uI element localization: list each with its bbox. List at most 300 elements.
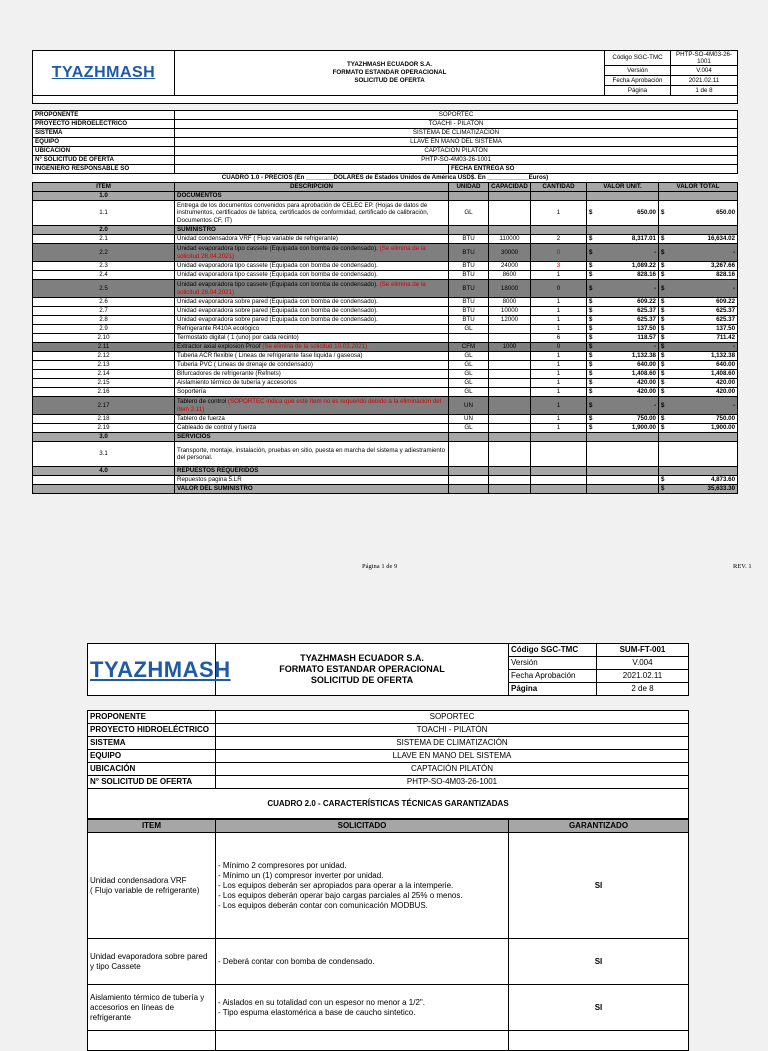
item-number: 2.19 [33,424,175,433]
total-value [659,397,738,415]
item-description [175,244,449,262]
amount: 609.22 [716,298,736,305]
table-row [88,939,689,985]
item-number: 2.7 [33,307,175,316]
unit: UN [449,397,489,415]
capacity: 10000 [489,307,531,316]
unit: BTU [449,280,489,298]
info-value: PHTP-SO-4M03-26-1001 [175,156,738,165]
currency-symbol: $ [661,262,665,269]
unit: BTU [449,244,489,262]
money-cell [661,334,735,342]
item-description [175,352,449,361]
money-cell [589,370,656,378]
item-number: 3.0 [33,433,175,442]
quantity [531,485,587,494]
currency-symbol: $ [661,485,665,492]
page-footer: Página 1 de 9 [362,563,398,570]
quantity: 0 [531,244,587,262]
quantity: 1 [531,325,587,334]
meta-label: Versión [605,66,671,76]
section-title: SERVICIOS [175,433,449,442]
item-description [175,280,449,298]
empty-cell [216,1031,509,1051]
info-row [88,737,689,750]
unit: BTU [449,307,489,316]
capacity [489,415,531,424]
spec-item: Unidad condensadora VRF ( Flujo variable de refrigerante) [88,833,216,939]
amount: 1,408.60 [631,370,656,377]
info-label: UBICACIÓN [88,763,216,776]
currency-symbol: $ [661,271,665,278]
currency-symbol: $ [661,388,665,395]
empty-cell [449,433,489,442]
item-description [175,201,449,226]
description-text: Entrega de los documentos convenidos para aprobación de CELEC EP. (Hojas de datos de instrumentos, certificados de fabrica, certificados de conformidad, certificado de calibración, Documentos CF, IT) [177,201,429,224]
unit: GL [449,325,489,334]
total-value [659,476,738,485]
amount: 137.50 [637,325,656,332]
capacity: 110000 [489,235,531,244]
spec-guaranteed: SI [509,985,689,1031]
total-value [659,298,738,307]
quantity: 3 [531,262,587,271]
section-title: SUMINISTRO [175,226,449,235]
money-cell [661,307,735,315]
money-cell [661,316,735,324]
info-value: CAPTACIÓN PILATÓN [216,763,689,776]
column-header: SOLICITADO [216,820,509,833]
meta-label: Versión [509,657,597,670]
doc-header-title [175,51,605,96]
cuadro2-title: CUADRO 2.0 - CARACTERÍSTICAS TÉCNICAS GARANTIZADAS [88,789,689,819]
table-row [33,467,738,476]
total-value [659,307,738,316]
item-description [175,235,449,244]
format-name: FORMATO ESTANDAR OPERACIONAL [279,664,445,674]
page1-header-table [32,50,738,104]
capacity [489,476,531,485]
currency-symbol: $ [661,379,665,386]
money-cell [661,235,735,243]
column-header: VALOR UNIT. [587,183,659,192]
unit: GL [449,424,489,433]
column-header: GARANTIZADO [509,820,689,833]
item-description [175,307,449,316]
currency-symbol: $ [661,235,665,242]
item-number: 2.3 [33,262,175,271]
empty-cell [489,226,531,235]
total-value [659,201,738,226]
currency-symbol: $ [589,334,593,341]
column-header: DESCRIPCIÓN [175,183,449,192]
amount: 1,089.22 [631,262,656,269]
total-value [659,235,738,244]
column-header: ITEM [33,183,175,192]
column-header: UNIDAD [449,183,489,192]
amount: - [653,401,656,409]
table-row [33,316,738,325]
engineer-value [175,165,449,174]
table-row [33,433,738,442]
currency-symbol: $ [589,325,593,332]
capacity [489,485,531,494]
item-number: 2.15 [33,379,175,388]
unit-value [587,397,659,415]
unit [449,476,489,485]
unit-value [587,343,659,352]
page1-info-table [32,110,738,174]
unit-value [587,442,659,467]
item-description [175,325,449,334]
money-cell [589,415,656,423]
currency-symbol: $ [589,271,593,278]
empty-cell [531,433,587,442]
currency-symbol: $ [661,325,665,332]
info-value: TOACHI - PILATÓN [216,724,689,737]
company-logo: TYAZHMASH [88,644,216,696]
delivery-label: FECHA ENTREGA SO [449,165,738,174]
quantity: 1 [531,379,587,388]
capacity [489,201,531,226]
info-row [88,711,689,724]
info-label: PROYECTO HIDROELÉCTRICO [33,120,175,129]
description-text: Unidad evaporadora tipo cassete (Equipada con bomba de condensado). [177,245,378,252]
money-cell [661,343,735,351]
column-header: CANTIDAD [531,183,587,192]
total-value [659,370,738,379]
description-text: Bifurcadores de refrigerante (Refnets) [177,370,281,378]
info-value: SISTEMA DE CLIMATIZACIÓN [216,737,689,750]
item-number: 4.0 [33,467,175,476]
amount: 35,633.30 [707,485,736,492]
money-cell [661,325,735,333]
company-logo: TYAZHMASH [33,51,175,96]
money-cell [661,271,735,279]
page2-header-table [87,643,689,696]
total-value [659,352,738,361]
meta-value: 2021.02.11 [597,670,689,683]
currency-symbol: $ [661,307,665,314]
meta-label: Página [605,86,671,96]
currency-symbol: $ [661,248,665,256]
amount: - [653,343,656,350]
doc-title: SOLICITUD DE OFERTA [354,77,425,84]
money-cell [589,325,656,333]
unit: GL [449,352,489,361]
quantity [531,476,587,485]
info-label: N° SOLICITUD DE OFERTA [88,776,216,789]
item-description [175,379,449,388]
item-number: 2.13 [33,361,175,370]
money-cell [661,424,735,432]
money-cell [589,379,656,387]
table-row [88,985,689,1031]
table-row [33,361,738,370]
info-label: EQUIPO [33,138,175,147]
section-title: REPUESTOS REQUERIDOS [175,467,449,476]
amount: 4,873.60 [710,476,736,483]
description-text: Soportería [177,388,206,396]
item-number: 2.4 [33,271,175,280]
unit-value [587,280,659,298]
amount: 420.00 [716,388,736,395]
removal-note: (Se elimina de la solicitud 28.04.2021) [177,281,426,296]
table-row [33,334,738,343]
page-2 [87,643,688,1051]
table-row [88,833,689,939]
company-name: TYAZHMASH ECUADOR S.A. [300,653,424,663]
description-text: Unidad evaporadora tipo cassete (Equipada con bomba de condensado). [177,281,378,288]
currency-symbol: $ [589,370,593,377]
capacity: 8000 [489,298,531,307]
currency-symbol: $ [589,352,593,359]
table-row [33,485,738,494]
quantity: 1 [531,271,587,280]
amount: - [653,248,656,256]
item-description [175,361,449,370]
quantity: 1 [531,316,587,325]
amount: 420.00 [637,379,656,386]
description-text: Repuestos pagina 5.LR [177,476,242,484]
meta-value: V.004 [597,657,689,670]
info-label: PROPONENTE [88,711,216,724]
currency-symbol: $ [661,316,665,323]
currency-symbol: $ [589,361,593,368]
amount: 650.00 [637,209,656,216]
unit: GL [449,201,489,226]
amount: - [732,401,736,409]
money-cell [661,352,735,360]
money-cell [661,370,735,378]
unit-value [587,388,659,397]
info-value: TOACHI - PILATÓN [175,120,738,129]
amount: 750.00 [637,415,656,422]
total-value [659,379,738,388]
info-label: PROYECTO HIDROELÉCTRICO [88,724,216,737]
item-number: 2.6 [33,298,175,307]
table-row [33,388,738,397]
table-row [33,280,738,298]
item-number: 3.1 [33,442,175,467]
doc-header-title [216,644,509,696]
currency-symbol: $ [589,388,593,395]
money-cell [589,316,656,324]
meta-label: Código SGC-TMC [605,51,671,66]
table-row [33,379,738,388]
money-cell [661,402,735,410]
spec-requested: - Mínimo 2 compresores por unidad. - Mínimo un (1) compresor inverter por unidad. - Los equipos deberán ser apropiados para operar a la intemperie. - Los equipos deberán operar bajo cargas parciales al 25% o menos. - Los equipos deberán contar con comunicación MODBUS. [216,833,509,939]
meta-label: Fecha Aprobación [605,76,671,86]
currency-symbol: $ [589,379,593,386]
empty-cell [587,467,659,476]
description-text: Tablero de control [177,398,227,405]
item-number: 2.12 [33,352,175,361]
currency-symbol: $ [589,248,593,256]
meta-value: 1 de 8 [671,86,738,96]
info-label: EQUIPO [88,750,216,763]
description-text: Aislamiento térmico de tubería y accesorios [177,379,297,387]
money-cell [661,262,735,270]
table-row [33,343,738,352]
item-number: 2.11 [33,343,175,352]
item-description [175,476,449,485]
amount: 625.37 [716,316,736,323]
empty-cell [659,226,738,235]
amount: 625.37 [716,307,736,314]
total-value [659,388,738,397]
meta-value: 2021.02.11 [671,76,738,86]
empty-cell [489,433,531,442]
money-cell [661,388,735,396]
money-cell [661,209,735,217]
total-value [659,244,738,262]
description-text: Extractor axial explosion Proof [177,343,261,351]
info-row [88,750,689,763]
money-cell [589,209,656,217]
table-row [33,307,738,316]
unit-value [587,201,659,226]
currency-symbol: $ [661,424,665,431]
table-row [33,192,738,201]
item-number: 2.2 [33,244,175,262]
amount: 1,408.60 [710,370,736,377]
currency-symbol: $ [589,284,593,292]
item-description [175,298,449,307]
unit-value [587,379,659,388]
amount: 1,900.00 [631,424,656,431]
money-cell [661,361,735,369]
unit-value [587,307,659,316]
unit-value [587,352,659,361]
quantity: 1 [531,298,587,307]
total-value [659,280,738,298]
quantity: 1 [531,352,587,361]
unit-value [587,476,659,485]
currency-symbol: $ [589,209,593,216]
description-text: Refrigerante R410A ecológico [177,325,260,333]
description-text: VALOR DEL SUMINISTRO [177,485,253,493]
currency-symbol: $ [661,284,665,292]
empty-cell [489,467,531,476]
capacity [489,397,531,415]
currency-symbol: $ [661,415,665,422]
amount: 750.00 [716,415,736,422]
specs-table [87,819,689,1051]
quantity: 0 [531,343,587,352]
capacity [489,442,531,467]
money-cell [661,298,735,306]
currency-symbol: $ [661,352,665,359]
revision-label: REV. 1 [733,563,752,570]
total-value [659,343,738,352]
column-header: CAPACIDAD [489,183,531,192]
spacer-row [33,96,738,104]
item-description [175,388,449,397]
info-value: SOPORTEC [175,111,738,120]
amount: 3,267.66 [710,262,736,269]
currency-symbol: $ [589,415,593,422]
unit: GL [449,370,489,379]
page2-info-table [87,710,689,819]
empty-cell [449,467,489,476]
empty-cell [449,226,489,235]
currency-symbol: $ [661,401,665,409]
capacity [489,325,531,334]
total-value [659,325,738,334]
amount: 609.22 [637,298,656,305]
currency-symbol: $ [661,334,665,341]
money-cell [589,388,656,396]
money-cell [589,334,656,342]
meta-value: 2 de 8 [597,683,689,696]
quantity: 1 [531,397,587,415]
quantity [531,442,587,467]
amount: 1,132.38 [710,352,736,359]
item-description [175,343,449,352]
item-description [175,262,449,271]
table-row [33,298,738,307]
amount: 640.00 [637,361,656,368]
info-label: SISTEMA [33,129,175,138]
amount: - [732,343,736,350]
capacity: 24000 [489,262,531,271]
capacity [489,361,531,370]
money-cell [589,343,656,351]
unit [449,334,489,343]
quantity: 6 [531,334,587,343]
currency-symbol: $ [661,298,665,305]
money-cell [661,415,735,423]
info-label: SISTEMA [88,737,216,750]
item-description [175,397,449,415]
company-name: TYAZHMASH ECUADOR S.A. [346,61,433,68]
unit-value [587,370,659,379]
capacity: 1000 [489,343,531,352]
info-row [88,763,689,776]
unit-value [587,361,659,370]
item-number [33,476,175,485]
removal-note: (SOPORTEC indica que este ítem no es requerido debido a la eliminación del ítem 2.11) [177,398,442,413]
unit-value [587,244,659,262]
table-row [33,244,738,262]
table-row [33,476,738,485]
doc-title: SOLICITUD DE OFERTA [310,675,414,685]
capacity [489,379,531,388]
empty-cell [659,467,738,476]
description-text: Cableado de control y fuerza [177,424,257,432]
unit: BTU [449,298,489,307]
amount: 118.57 [637,334,656,341]
capacity: 18000 [489,280,531,298]
description-text: Unidad evaporadora tipo cassete (Equipada con bomba de condensado). [177,271,378,279]
money-cell [589,285,656,293]
info-row [88,776,689,789]
info-label: UBICACIÓN [33,147,175,156]
total-value [659,442,738,467]
info-label: N° SOLICITUD DE OFERTA [33,156,175,165]
currency-symbol: $ [589,316,593,323]
info-value: SISTEMA DE CLIMATIZACIÓN [175,129,738,138]
total-value [659,262,738,271]
unit: BTU [449,262,489,271]
spec-item: Aislamiento térmico de tubería y accesorios en líneas de refrigerante [88,985,216,1031]
money-cell [589,352,656,360]
currency-symbol: $ [589,401,593,409]
currency-symbol: $ [589,298,593,305]
unit: CFM [449,343,489,352]
unit-value [587,262,659,271]
